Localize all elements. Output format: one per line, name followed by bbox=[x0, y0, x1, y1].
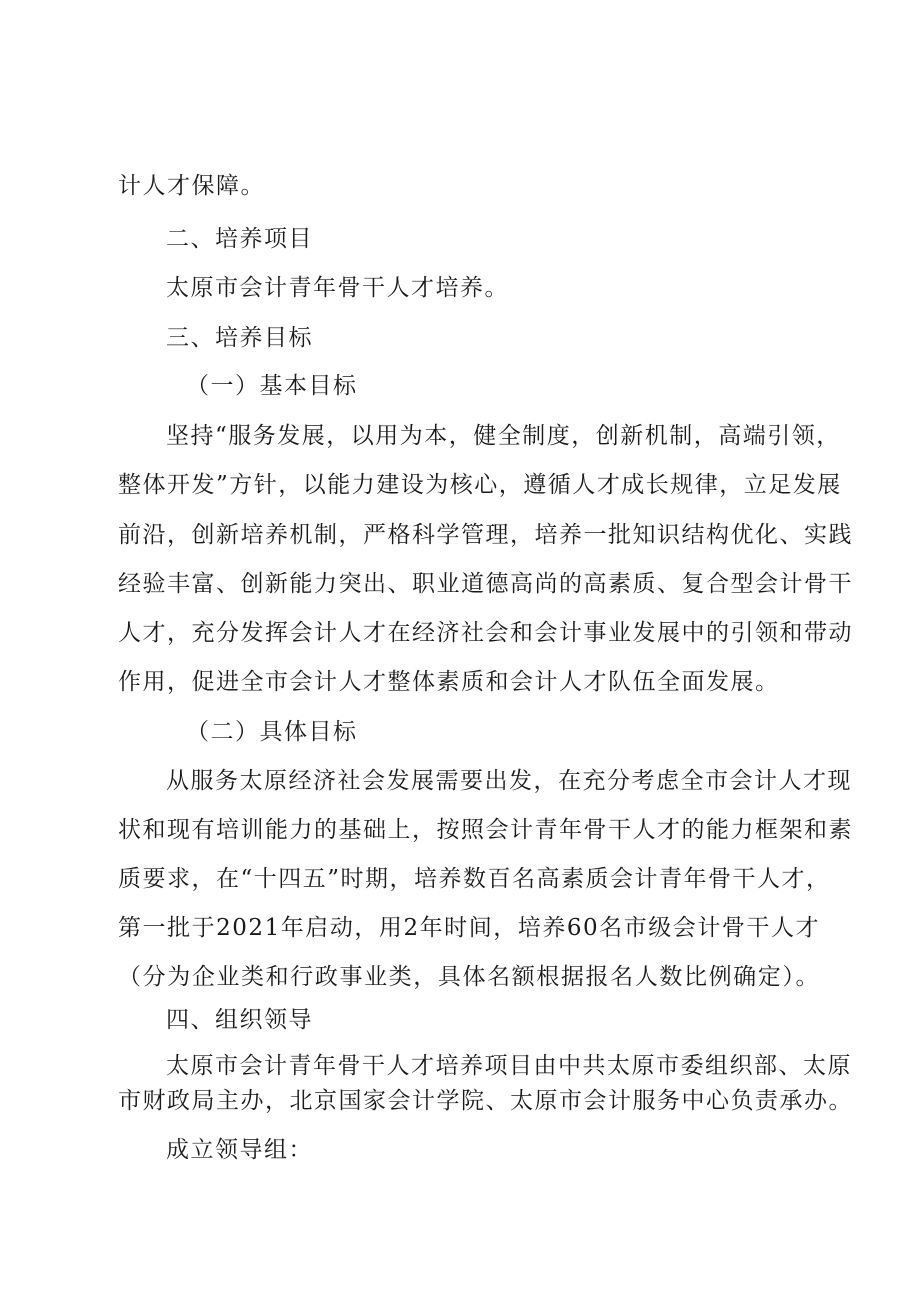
paragraph-line: 作用，促进全市会计人才整体素质和会计人才队伍全面发展。 bbox=[118, 669, 780, 695]
paragraph-line: 市财政局主办，北京国家会计学院、太原市会计服务中心负责承办。 bbox=[118, 1088, 853, 1114]
paragraph-line: 坚持“服务发展，以用为本，健全制度，创新机制，高端引领， bbox=[166, 423, 841, 449]
paragraph-line: 从服务太原经济社会发展需要出发，在充分考虑全市会计人才现 bbox=[166, 768, 852, 794]
text-line: 计人才保障。 bbox=[118, 173, 265, 199]
section-heading: 四、组织领导 bbox=[166, 1007, 313, 1033]
section-heading: 三、培养目标 bbox=[166, 325, 313, 351]
paragraph-line: 前沿，创新培养机制，严格科学管理，培养一批知识结构优化、实践 bbox=[118, 522, 853, 548]
paragraph-line: 太原市会计青年骨干人才培养项目由中共太原市委组织部、太原 bbox=[166, 1053, 852, 1079]
subsection-heading: （一）基本目标 bbox=[186, 373, 358, 399]
section-heading: 二、培养项目 bbox=[166, 226, 313, 252]
paragraph-line: 经验丰富、创新能力突出、职业道德高尚的高素质、复合型会计骨干 bbox=[118, 571, 853, 597]
paragraph-line: 人才，充分发挥会计人才在经济社会和会计事业发展中的引领和带动 bbox=[118, 620, 853, 646]
paragraph-line: 第一批于2021年启动，用2年时间，培养60名市级会计骨干人才 bbox=[118, 915, 820, 941]
paragraph-line: 整体开发”方针，以能力建设为核心，遵循人才成长规律，立足发展 bbox=[118, 472, 842, 498]
paragraph-line: 状和现有培训能力的基础上，按照会计青年骨干人才的能力框架和素 bbox=[118, 817, 853, 843]
paragraph-line: 质要求，在“十四五”时期，培养数百名高素质会计青年骨干人才， bbox=[118, 866, 831, 892]
subsection-heading: （二）具体目标 bbox=[186, 719, 358, 745]
paragraph-line: （分为企业类和行政事业类，具体名额根据报名人数比例确定）。 bbox=[118, 964, 820, 990]
text-line: 太原市会计青年骨干人才培养。 bbox=[166, 275, 509, 301]
text-line: 成立领导组： bbox=[166, 1137, 313, 1163]
